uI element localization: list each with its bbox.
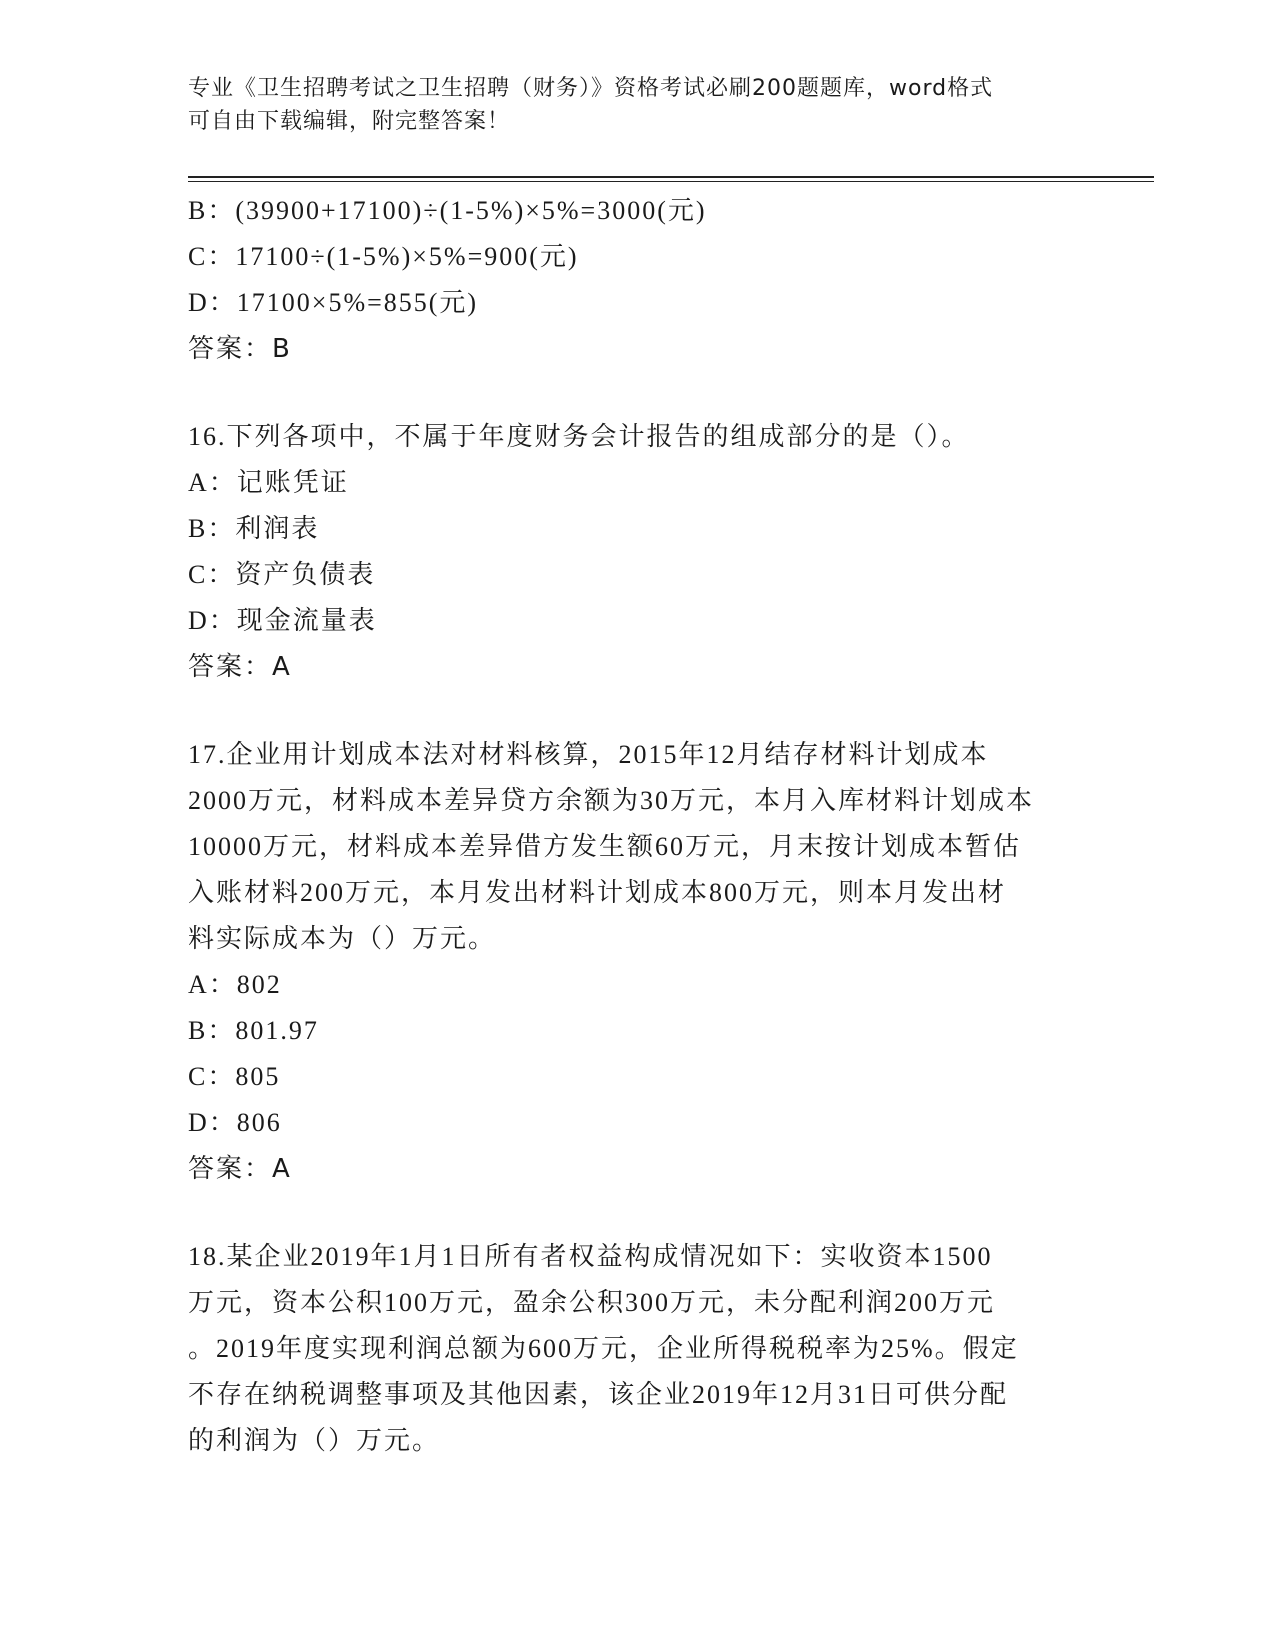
question-stem-line: 的利润为（）万元。	[188, 1426, 441, 1455]
header-title-line-2: 可自由下载编辑，附完整答案！	[188, 109, 511, 134]
option-d: D：17100×5%=855(元)	[188, 288, 479, 317]
answer-label: 答案：B	[188, 334, 292, 364]
question-stem-line: 不存在纳税调整事项及其他因素，该企业2019年12月31日可供分配	[188, 1380, 1009, 1409]
option-c: C：805	[188, 1062, 281, 1091]
spacer	[188, 1192, 1088, 1234]
header-divider-thin	[188, 181, 1154, 182]
option-c: C：17100÷(1-5%)×5%=900(元)	[188, 242, 579, 271]
answer-label: 答案：A	[188, 652, 292, 682]
question-stem-line: 2000万元，材料成本差异贷方余额为30万元，本月入库材料计划成本	[188, 786, 1035, 815]
question-stem-line: 料实际成本为（）万元。	[188, 924, 497, 953]
question-stem: 16.下列各项中，不属于年度财务会计报告的组成部分的是（）。	[188, 422, 970, 451]
question-stem-line: 入账材料200万元，本月发出材料计划成本800万元，则本月发出材	[188, 878, 1007, 907]
question-stem-line: 17.企业用计划成本法对材料核算，2015年12月结存材料计划成本	[188, 740, 989, 769]
question-stem-line: 万元，资本公积100万元，盈余公积300万元，未分配利润200万元	[188, 1288, 996, 1317]
option-b: B：利润表	[188, 514, 320, 543]
question-15-tail	[188, 188, 1088, 372]
question-17	[188, 732, 1088, 1192]
document-body	[188, 188, 1088, 1464]
header-title-line-1: 专业《卫生招聘考试之卫生招聘（财务）》资格考试必刷200题题库，word格式	[188, 76, 994, 101]
header-divider-thick	[188, 176, 1154, 178]
spacer	[188, 372, 1088, 414]
question-16	[188, 414, 1088, 690]
option-a: A：802	[188, 970, 282, 999]
option-b: B：(39900+17100)÷(1-5%)×5%=3000(元)	[188, 196, 707, 225]
answer-label: 答案：A	[188, 1154, 292, 1184]
option-b: B：801.97	[188, 1016, 319, 1045]
question-stem-line: 。2019年度实现利润总额为600万元，企业所得税税率为25%。假定	[188, 1334, 1019, 1363]
question-stem-line: 10000万元，材料成本差异借方发生额60万元，月末按计划成本暂估	[188, 832, 1022, 861]
document-header	[188, 72, 1068, 138]
question-stem-line: 18.某企业2019年1月1日所有者权益构成情况如下：实收资本1500	[188, 1242, 993, 1271]
question-18	[188, 1234, 1088, 1464]
option-d: D：现金流量表	[188, 606, 377, 635]
option-d: D：806	[188, 1108, 282, 1137]
spacer	[188, 690, 1088, 732]
option-a: A：记账凭证	[188, 468, 349, 497]
option-c: C：资产负债表	[188, 560, 376, 589]
